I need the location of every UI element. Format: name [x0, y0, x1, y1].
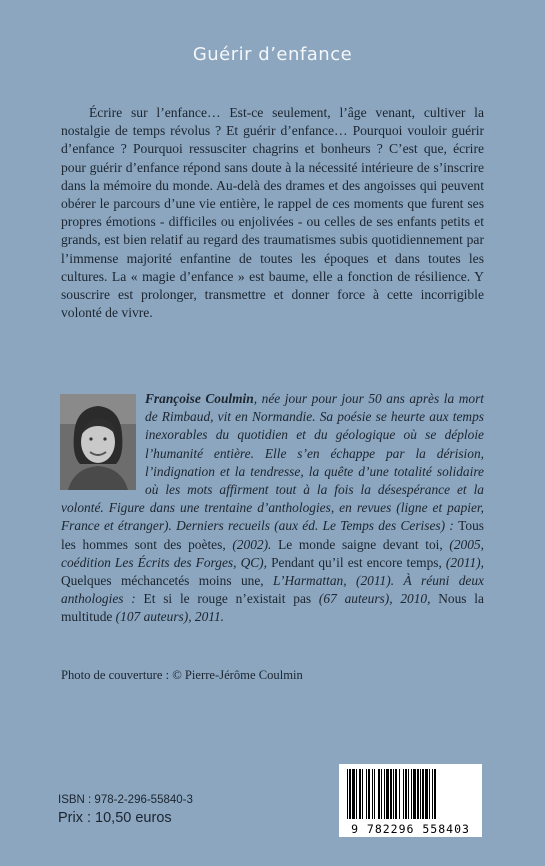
barcode-bar [405, 769, 407, 819]
barcode-bar [368, 769, 370, 819]
book-title-2: Le monde saigne devant toi, [278, 536, 443, 552]
barcode-bar [411, 769, 412, 819]
barcode-bar [352, 769, 355, 819]
book-title-1: Tous les hommes sont des poètes, [61, 518, 484, 552]
barcode-number: 9 782296 558403 [351, 822, 470, 836]
isbn: ISBN : 978-2-296-55840-3 [58, 794, 193, 806]
barcode-bar [362, 769, 363, 819]
book-title-3: Pendant qu’il est encore temps, [271, 554, 442, 570]
barcode [339, 764, 482, 837]
anthology-note-1: (67 auteurs), 2010, [311, 591, 439, 607]
barcode-bar [359, 769, 361, 819]
barcode-bar [425, 769, 428, 819]
barcode-bar [374, 769, 375, 819]
barcode-bar [378, 769, 380, 819]
barcode-bar [372, 769, 373, 819]
anthology-title-1: Et si le rouge n’existait pas [143, 591, 312, 607]
book-year-3: (2011), [441, 554, 484, 570]
author-name: Françoise Coulmin [145, 391, 254, 406]
book-year-1: (2002). [225, 536, 279, 552]
book-note-2: (2005, coédition Les Écrits des Forges, QC), [61, 536, 484, 570]
barcode-bar [386, 769, 389, 819]
bio-intro: , née jour pour jour 50 ans après la mort de Rimbaud, vit en Normandie. Sa poésie se heurte aux temps inexorables du quotidien et du géologique où se déploie l’humanité entière. Elle s’en échappe par la dérision, l’indignation et la tendresse, la quête d’une totalité solidaire où les mots affirment tout à la fois la désespérance et la volonté. [61, 391, 484, 516]
barcode-bar [356, 769, 357, 819]
barcode-bar [393, 769, 394, 819]
barcode-bar [381, 769, 382, 819]
barcode-bar [390, 769, 392, 819]
barcode-bar [366, 769, 367, 819]
barcode-bars [347, 769, 474, 819]
book-title-4: Quelques méchancetés moins une, [61, 573, 274, 589]
barcode-bar [395, 769, 397, 819]
anthology-title-2: Nous la multitude [61, 591, 484, 625]
barcode-bar [420, 769, 421, 819]
barcode-bar [399, 769, 400, 819]
barcode-bar [403, 769, 404, 819]
book-publisher-4: L’Harmattan, (2011). À réuni deux anthologies : [61, 573, 484, 607]
barcode-bar [384, 769, 385, 819]
author-bio [61, 390, 484, 627]
price: Prix : 10,50 euros [58, 810, 172, 826]
barcode-bar [434, 769, 436, 819]
barcode-bar [347, 769, 348, 819]
bio-anthologies: Figure dans une trentaine d’anthologies, en revues (ligne et papier, France et étranger). Derniers recueils (aux éd. Le Temps des Cerises) : [61, 500, 484, 534]
barcode-bar [422, 769, 424, 819]
barcode-bar [417, 769, 419, 819]
barcode-bar [349, 769, 351, 819]
barcode-bar [408, 769, 409, 819]
barcode-bar [432, 769, 433, 819]
barcode-bar [413, 769, 416, 819]
anthology-note-2: (107 auteurs), 2011. [112, 609, 225, 625]
back-cover-blurb: Écrire sur l’enfance… Est-ce seulement, l’âge venant, cultiver la nostalgie de temps révolus ? Et guérir d’enfance… Pourquoi vouloir guérir d’enfance ? Pourquoi ressusciter chagrins et bonheurs ? C’est que, écrire pour guérir d’enfance répond sans doute à la nécessité intérieure de s’inscrire dans la mémoire du monde. Au-delà des drames et des angoisses qui peuvent obérer le parcours d’une vie entière, le rappel de ces moments que furent ses propres émotions - difficiles ou enjolivées - ou celles de ses enfants petits et grands, est bien relatif au regard des traumatismes subis quotidiennement par l’immense majorité enfantine de toutes les époques et dans toutes les cultures. La « magie d’enfance » est baume, elle a fonction de résilience. Y souscrire est prolonger, transmettre et donner force à cette incorrigible volonté de vivre. [61, 105, 484, 321]
barcode-bar [429, 769, 430, 819]
photo-credit: Photo de couverture : © Pierre-Jérôme Coulmin [61, 668, 303, 682]
book-title: Guérir d’enfance [192, 44, 353, 65]
